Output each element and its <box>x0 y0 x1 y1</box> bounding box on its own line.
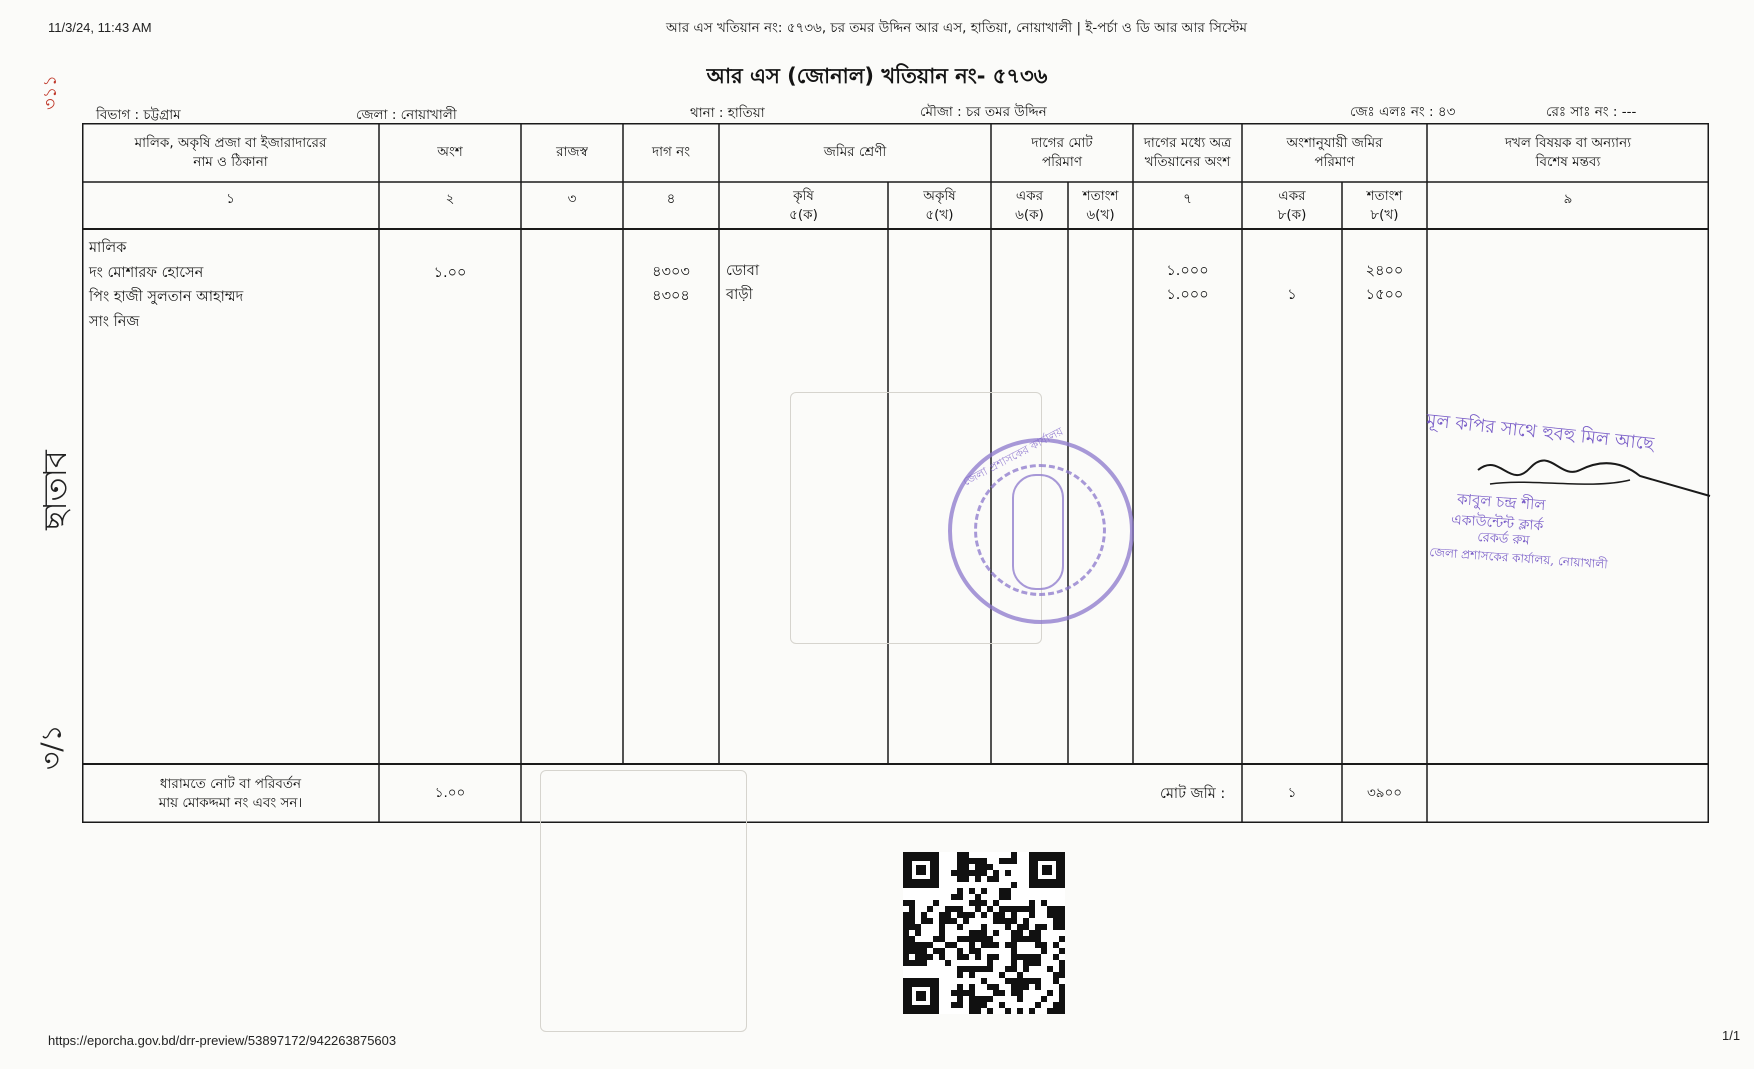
qr-module <box>993 876 999 882</box>
header-revenue: রাজস্ব <box>556 144 588 160</box>
qr-module <box>957 1002 963 1008</box>
qr-module <box>993 930 999 936</box>
qr-module <box>1029 912 1035 918</box>
qr-module <box>1047 990 1053 996</box>
subheader-col-5a: কৃষি ৫(ক) <box>789 187 818 223</box>
qr-module <box>1041 924 1047 930</box>
qr-module <box>957 894 963 900</box>
qr-module <box>1005 894 1011 900</box>
division-label: বিভাগ : চট্টগ্রাম <box>96 107 181 123</box>
qr-module <box>987 966 993 972</box>
land-class: ডোবা <box>726 263 760 279</box>
share-value: ১.০০ <box>433 265 467 281</box>
qr-module <box>1035 1002 1041 1008</box>
owner-line-name: দং মোশারফ হোসেন <box>89 265 204 281</box>
qr-module <box>987 1008 993 1014</box>
footer-note-label: ধারামতে নোট বা পরিবর্তন মায় মোকদ্দমা নং এবং সন। <box>158 775 303 811</box>
header-share-area: অংশানুযায়ী জমির পরিমাণ <box>1286 134 1383 170</box>
subheader-col-6b: শতাংশ ৬(খ) <box>1082 187 1119 223</box>
qr-module <box>921 960 927 966</box>
subheader-col-3: ৩ <box>567 190 577 207</box>
qr-module <box>1035 960 1041 966</box>
qr-module <box>957 924 963 930</box>
qr-module <box>1017 1008 1023 1014</box>
total-acre: ১ <box>1287 785 1297 801</box>
qr-module <box>969 972 975 978</box>
seal-text: জেলা প্রশাসকের কার্যালয় <box>960 424 1066 489</box>
header-remarks: দখল বিষয়ক বা অন্যান্য বিশেষ মন্তব্য <box>1504 134 1632 170</box>
qr-module <box>1059 924 1065 930</box>
qr-module <box>993 942 999 948</box>
qr-module <box>975 1008 981 1014</box>
qr-module <box>1011 858 1017 864</box>
signatory-designation: একাউন্টেন্ট ক্লার্ক <box>1450 511 1544 535</box>
total-decimal: ৩৯০০ <box>1366 785 1403 801</box>
subheader-col-8a: একর ৮(ক) <box>1277 187 1307 223</box>
qr-module <box>1017 996 1023 1002</box>
owner-line-father: পিং হাজী সুলতান আহাম্মদ <box>89 289 244 305</box>
header-dag-total: দাগের মোট পরিমাণ <box>1031 134 1093 170</box>
qr-module <box>927 918 933 924</box>
dag-number: ৪৩০৩ <box>652 264 690 280</box>
jl-number-label: জেঃ এলঃ নং : ৪৩ <box>1350 104 1456 120</box>
dag-share: ১.০০০ <box>1166 287 1209 303</box>
qr-module <box>1035 984 1041 990</box>
print-datetime: 11/3/24, 11:43 AM <box>48 20 152 35</box>
signatory-name: কাবুল চন্দ্র শীল <box>1456 489 1547 515</box>
register-number-label: রেঃ সাঃ নং : --- <box>1546 104 1637 120</box>
margin-handwriting-date: ৩/১ <box>35 724 68 770</box>
header-share: অংশ <box>437 144 463 160</box>
share-decimal: ১৫০০ <box>1365 287 1404 303</box>
qr-module <box>975 876 981 882</box>
qr-module <box>963 918 969 924</box>
total-land-label: মোট জমি : <box>1160 786 1226 802</box>
district-label: জেলা : নোয়াখালী <box>356 107 457 123</box>
qr-module <box>963 876 969 882</box>
qr-module <box>1041 948 1047 954</box>
qr-code <box>903 852 1065 1014</box>
attestation-line: মূল কপির সাথে হুবহু মিল আছে <box>1425 409 1655 455</box>
dag-share: ১.০০০ <box>1166 263 1209 279</box>
signatory-office: জেলা প্রশাসকের কার্যালয়, নোয়াখালী <box>1428 544 1609 572</box>
qr-module <box>1059 936 1065 942</box>
footer-share-total: ১.০০ <box>434 785 466 801</box>
qr-module <box>987 996 993 1002</box>
share-acre: ১ <box>1287 287 1297 303</box>
qr-module <box>957 972 963 978</box>
qr-module <box>975 954 981 960</box>
page-number: 1/1 <box>1722 1028 1741 1043</box>
thana-label: থানা : হাতিয়া <box>690 105 765 121</box>
qr-module <box>1059 948 1065 954</box>
qr-module <box>1023 984 1029 990</box>
subheader-col-5b: অকৃষি ৫(খ) <box>923 187 956 223</box>
header-dag-number: দাগ নং <box>651 144 690 160</box>
header-owner: মালিক, অকৃষি প্রজা বা ইজারাদারের নাম ও ঠিকানা <box>134 134 327 170</box>
qr-module <box>963 954 969 960</box>
document-header-line: আর এস খতিয়ান নং: ৫৭৩৬, চর তমর উদ্দিন আর এস, হাতিয়া, নোয়াখালী | ই-পর্চা ও ডি আর আর সিস্টেম <box>666 20 1248 36</box>
land-class: বাড়ী <box>726 287 753 303</box>
subheader-col-9: ৯ <box>1563 190 1573 207</box>
qr-module <box>927 954 933 960</box>
qr-module <box>993 954 999 960</box>
owner-line-address: সাং নিজ <box>89 314 140 330</box>
qr-module <box>1023 966 1029 972</box>
margin-serial-note: ৩১১ <box>40 74 61 110</box>
page-title: আর এস (জোনাল) খতিয়ান নং- ৫৭৩৬ <box>706 64 1048 88</box>
qr-module <box>1005 870 1011 876</box>
margin-handwriting: ছাতাব <box>36 450 74 530</box>
signatory-office-room: রেকর্ড রুম <box>1476 529 1531 549</box>
qr-module <box>1005 1008 1011 1014</box>
qr-module <box>1059 1008 1065 1014</box>
qr-module <box>927 906 933 912</box>
subheader-col-7: ৭ <box>1183 190 1192 207</box>
subheader-col-6a: একর ৬(ক) <box>1015 187 1044 223</box>
owner-line-label: মালিক <box>89 240 127 256</box>
share-decimal: ২৪০০ <box>1365 263 1404 279</box>
mouza-label: মৌজা : চর তমর উদ্দিন <box>920 104 1047 120</box>
subheader-col-4: ৪ <box>666 190 676 207</box>
qr-module <box>1011 882 1017 888</box>
subheader-col-1: ১ <box>226 190 235 207</box>
qr-module <box>933 900 939 906</box>
qr-module <box>1029 1008 1035 1014</box>
header-land-class: জমির শ্রেণী <box>823 144 887 160</box>
subheader-col-2: ২ <box>445 190 455 207</box>
header-dag-share: দাগের মধ্যে অত্র খতিয়ানের অংশ <box>1143 134 1232 170</box>
qr-module <box>981 888 987 894</box>
qr-module <box>1059 972 1065 978</box>
qr-module <box>981 912 987 918</box>
dag-number: ৪৩০৪ <box>652 288 690 304</box>
faint-showthrough-box <box>540 770 747 1032</box>
qr-module <box>1041 996 1047 1002</box>
qr-module <box>999 990 1005 996</box>
qr-module <box>915 930 921 936</box>
qr-module <box>969 912 975 918</box>
qr-module <box>945 960 951 966</box>
subheader-col-8b: শতাংশ ৮(খ) <box>1366 187 1403 223</box>
source-url: https://eporcha.gov.bd/drr-preview/53897172/942263875603 <box>48 1033 397 1048</box>
